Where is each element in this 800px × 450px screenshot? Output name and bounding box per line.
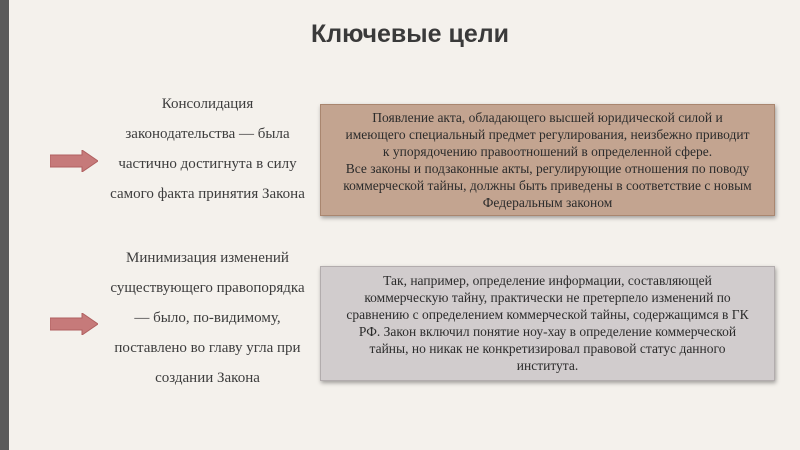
box-2-line: Так, например, определение информации, составляющей (383, 273, 712, 288)
page-title: Ключевые цели (310, 20, 510, 48)
goal-2-line: создании Закона (155, 370, 260, 386)
box-1-line: Появление акта, обладающего высшей юридической силой и (372, 110, 723, 125)
box-2-line: РФ. Закон включил понятие ноу-хау в определение коммерческой (358, 324, 737, 339)
box-1-line: Федеральным законом (482, 195, 613, 210)
box-1-line: Все законы и подзаконные акты, регулирующие отношения по поводу (345, 161, 750, 176)
goal-2-line: Минимизация изменений (126, 250, 289, 266)
goal-1-text (100, 89, 315, 209)
arrow-right-icon (50, 150, 98, 172)
box-2-line: сравнению с определением коммерческой тайны, содержащимся в ГК (346, 307, 749, 322)
arrow-right-icon (50, 313, 98, 335)
side-accent-bar (0, 0, 9, 450)
goal-2-text (95, 243, 320, 393)
box-1-line: коммерческой тайны, должны быть приведены в соответствие с новым (343, 178, 752, 193)
box-1-line: имеющего специальный предмет регулирования, неизбежно приводит (345, 127, 750, 142)
goal-2-explanation-box (320, 266, 775, 381)
goal-1-line: законодательства — была (125, 126, 290, 142)
goal-2-line: — было, по-видимому, (134, 310, 281, 326)
goal-2-line: поставлено во главу угла при (114, 340, 301, 356)
box-2-line: коммерческую тайну, практически не претерпело изменений по (364, 290, 731, 305)
box-2-line: института. (516, 358, 579, 373)
goal-1-line: Консолидация (161, 96, 254, 112)
box-2-line: тайны, но никак не конкретизировал правовой статус данного (369, 341, 726, 356)
goal-1-explanation-box (320, 104, 775, 216)
box-1-line: к упорядочению правоотношений в определенной сфере. (382, 144, 713, 159)
goal-1-line: самого факта принятия Закона (110, 186, 305, 202)
goal-2-line: существующего правопорядка (110, 280, 305, 296)
goal-1-line: частично достигнута в силу (118, 156, 297, 172)
